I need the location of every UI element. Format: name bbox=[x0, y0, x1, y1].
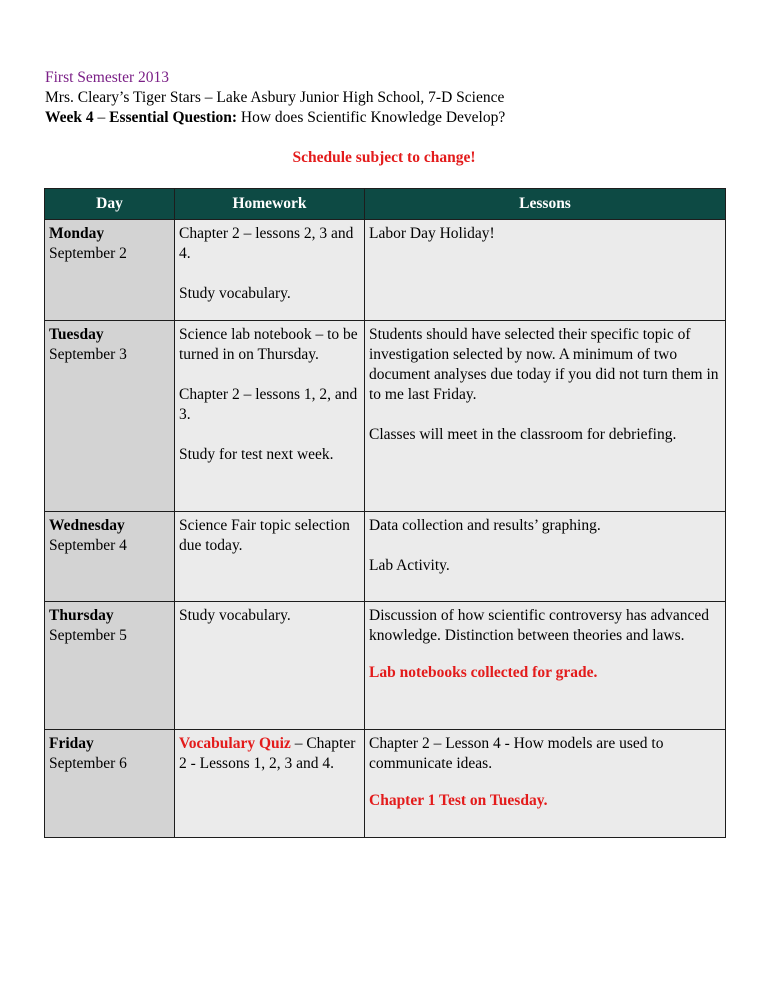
table-row-tuesday bbox=[45, 321, 726, 512]
header-day: Day bbox=[45, 189, 175, 220]
lesson-item: Data collection and results’ graphing. bbox=[369, 517, 601, 534]
homework-item: Study for test next week. bbox=[179, 446, 334, 463]
week-label: Week 4 bbox=[45, 109, 94, 126]
lessons-cell bbox=[365, 602, 726, 730]
day-date: September 5 bbox=[49, 627, 127, 644]
essential-question-label: Essential Question: bbox=[109, 109, 238, 126]
day-cell bbox=[45, 512, 175, 602]
semester-title: First Semester 2013 bbox=[45, 69, 169, 86]
day-date: September 6 bbox=[49, 755, 127, 772]
day-cell bbox=[45, 602, 175, 730]
homework-item: Science lab notebook – to be turned in on Thursday. bbox=[179, 326, 358, 363]
homework-item: Science Fair topic selection due today. bbox=[179, 517, 350, 554]
day-name: Monday bbox=[49, 225, 105, 242]
lessons-cell bbox=[365, 730, 726, 838]
header-homework: Homework bbox=[175, 189, 365, 220]
lesson-item: Classes will meet in the classroom for debriefing. bbox=[369, 426, 677, 443]
lesson-item: Discussion of how scientific controversy has advanced knowledge. Distinction between theories and laws. bbox=[369, 607, 710, 644]
day-name: Friday bbox=[49, 735, 94, 752]
day-cell bbox=[45, 730, 175, 838]
table-row-wednesday bbox=[45, 512, 726, 602]
essential-question-line bbox=[45, 108, 505, 128]
day-name: Thursday bbox=[49, 607, 114, 624]
lesson-item-highlight: Chapter 1 Test on Tuesday. bbox=[369, 792, 548, 809]
lesson-item: Lab Activity. bbox=[369, 557, 450, 574]
day-date: September 4 bbox=[49, 537, 127, 554]
homework-cell bbox=[175, 602, 365, 730]
quiz-highlight: Vocabulary Quiz bbox=[179, 735, 291, 752]
homework-cell bbox=[175, 730, 365, 838]
lesson-item: Labor Day Holiday! bbox=[369, 225, 495, 242]
table-row-thursday bbox=[45, 602, 726, 730]
day-name: Wednesday bbox=[49, 517, 125, 534]
lesson-item: Students should have selected their specific topic of investigation selected by now. A minimum of two document analyses due today if you did not turn them in to me last Friday. bbox=[369, 326, 719, 403]
homework-cell bbox=[175, 512, 365, 602]
dash: – bbox=[93, 109, 110, 126]
day-date: September 2 bbox=[49, 245, 127, 262]
schedule-table bbox=[44, 188, 726, 838]
table-row-monday bbox=[45, 220, 726, 321]
lessons-cell bbox=[365, 220, 726, 321]
homework-item: Chapter 2 – lessons 1, 2, and 3. bbox=[179, 386, 358, 423]
day-cell bbox=[45, 220, 175, 321]
day-cell bbox=[45, 321, 175, 512]
homework-cell bbox=[175, 321, 365, 512]
day-name: Tuesday bbox=[49, 326, 104, 343]
homework-item bbox=[179, 734, 359, 774]
quiz-detail: – Chapter 2 - Lessons 1, 2, 3 and 4. bbox=[179, 735, 356, 772]
day-date: September 3 bbox=[49, 346, 127, 363]
homework-cell bbox=[175, 220, 365, 321]
table-header-row bbox=[45, 189, 726, 220]
schedule-notice: Schedule subject to change! bbox=[292, 149, 476, 166]
homework-item: Study vocabulary. bbox=[179, 607, 291, 624]
lessons-cell bbox=[365, 321, 726, 512]
lessons-cell bbox=[365, 512, 726, 602]
homework-item: Study vocabulary. bbox=[179, 285, 291, 302]
essential-question-text: How does Scientific Knowledge Develop? bbox=[237, 109, 506, 126]
class-line: Mrs. Cleary’s Tiger Stars – Lake Asbury Junior High School, 7-D Science bbox=[45, 89, 505, 106]
lesson-item-highlight: Lab notebooks collected for grade. bbox=[369, 664, 598, 681]
lesson-item: Chapter 2 – Lesson 4 - How models are used to communicate ideas. bbox=[369, 735, 664, 772]
header-lessons: Lessons bbox=[365, 189, 726, 220]
document-header bbox=[45, 68, 505, 128]
table-row-friday bbox=[45, 730, 726, 838]
homework-item: Chapter 2 – lessons 2, 3 and 4. bbox=[179, 225, 354, 262]
